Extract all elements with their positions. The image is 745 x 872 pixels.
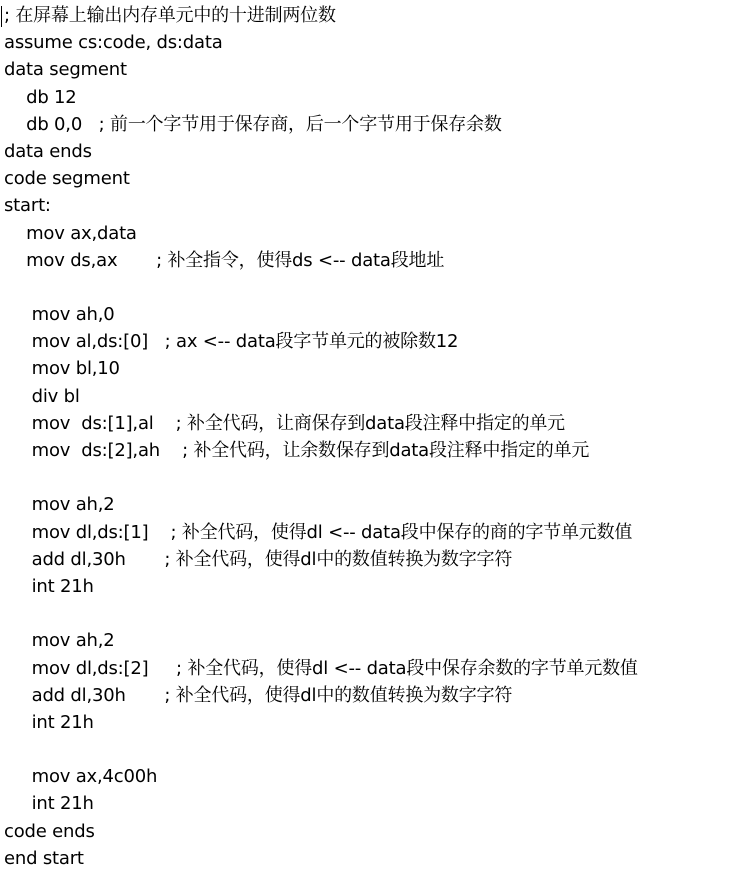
- code-line-17: mov ds:[2],ah ; 补全代码，让余数保存到data段注释中指定的单元: [4, 440, 590, 461]
- code-line-28: [4, 736, 741, 763]
- code-line-29: mov ax,4c00h: [4, 766, 158, 788]
- code-line-32: end start: [4, 847, 84, 869]
- code-line-13: mov al,ds:[0] ; ax <-- data段字节单元的被除数12: [4, 331, 459, 353]
- code-line-6: data ends: [4, 140, 92, 162]
- code-line-15: div bl: [4, 385, 80, 407]
- code-line-9: mov ax,data: [4, 222, 137, 244]
- code-line-11: [4, 274, 741, 301]
- code-line-2: assume cs:code, ds:data: [4, 32, 223, 54]
- code-line-25: mov dl,ds:[2] ; 补全代码，使得dl <-- data段中保存余数的字节单元数值: [4, 657, 638, 679]
- code-line-24: mov ah,2: [4, 630, 115, 652]
- code-line-18: [4, 464, 741, 491]
- code-line-10: mov ds,ax ; 补全指令，使得ds <-- data段地址: [4, 249, 445, 271]
- code-line-30: int 21h: [4, 793, 94, 815]
- code-line-3: data segment: [4, 59, 127, 81]
- text-cursor: [1, 6, 2, 27]
- code-line-7: code segment: [4, 168, 130, 190]
- code-line-22: int 21h: [4, 575, 94, 597]
- code-line-1: ; 在屏幕上输出内存单元中的十进制两位数: [4, 5, 336, 26]
- code-line-23: [4, 600, 741, 627]
- code-line-16: mov ds:[1],al ; 补全代码，让商保存到data段注释中指定的单元: [4, 412, 565, 434]
- code-line-8: start:: [4, 195, 51, 217]
- code-line-27: int 21h: [4, 711, 94, 733]
- code-line-5: db 0,0 ; 前一个字节用于保存商，后一个字节用于保存余数: [4, 113, 502, 135]
- code-line-14: mov bl,10: [4, 358, 120, 380]
- code-line-26: add dl,30h ; 补全代码，使得dl中的数值转换为数字字符: [4, 684, 513, 706]
- code-line-31: code ends: [4, 820, 95, 842]
- code-line-20: mov dl,ds:[1] ; 补全代码，使得dl <-- data段中保存的商的字节单元数值: [4, 521, 633, 543]
- code-line-19: mov ah,2: [4, 494, 115, 516]
- code-line-4: db 12: [4, 86, 77, 108]
- code-document: [4, 2, 741, 872]
- code-line-12: mov ah,0: [4, 304, 115, 326]
- code-line-21: add dl,30h ; 补全代码，使得dl中的数值转换为数字字符: [4, 548, 513, 570]
